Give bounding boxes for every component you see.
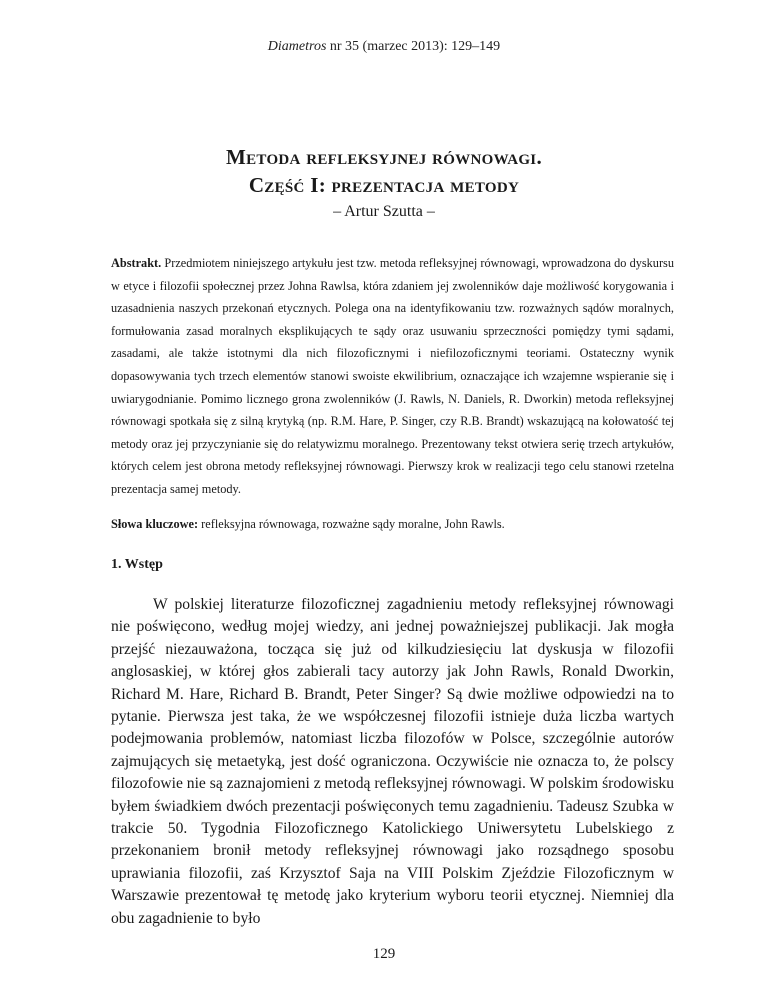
journal-name: Diametros bbox=[267, 39, 327, 54]
body-text bbox=[111, 594, 674, 930]
abstract-text: Przedmiotem niniejszego artykułu jest tzw. metoda refleksyjnej równowagi, wprowadzona do dyskursu w etyce i filozofii społecznej przez Johna Rawlsa, która zdaniem jej zwolenników daje możliwość korygowania i uzasadnienia naszych przekonań etycznych. Polega ona na identyfikowaniu tzw. rozważnych sądów moralnych, formułowania zasad moralnych eksplikujących te sądy oraz usuwaniu sprzeczności pomiędzy tymi sądami, zasadami, ale także istotnymi dla nich filozoficznymi i niefilozoficznymi teoriami. Ostateczny wynik dopasowywania tych trzech elementów stanowi swoiste ekwilibrium, oznaczające ich wzajemne wspieranie się i uwiarygodnianie. Pomimo licznego grona zwolenników (J. Rawls, N. Daniels, R. Dworkin) metoda refleksyjnej równowagi spotkała się z silną krytyką (np. R.M. Hare, P. Singer, czy R.B. Brandt) wskazującą na kołowatość tej metody oraz jej przyczynianie się do relatywizmu moralnego. Prezentowany tekst otwiera serię trzech artykułów, których celem jest obrona metody refleksyjnej równowagi. Pierwszy krok w realizacji tego celu stanowi rzetelna prezentacja samej metody. bbox=[111, 256, 674, 496]
page-number: 129 bbox=[372, 946, 396, 962]
keywords-text: refleksyjna równowaga, rozważne sądy moralne, John Rawls. bbox=[198, 517, 505, 531]
abstract-label: Abstrakt. bbox=[111, 256, 162, 270]
keywords bbox=[111, 516, 674, 532]
title-line-2: Część I: prezentacja metody bbox=[248, 173, 520, 197]
abstract bbox=[111, 252, 674, 501]
title-line-1: Metoda refleksyjnej równowagi. bbox=[225, 145, 542, 169]
paragraph: W polskiej literaturze filozoficznej zagadnieniu metody refleksyjnej równowagi nie poświęcono, według mojej wiedzy, ani jednej poważniejszej publikacji. Jak mogła przejść niezauważona, tocząca się już od kilkudziesięciu lat dyskusja w filozofii anglosaskiej, w której głos zabierali tacy autorzy jak John Rawls, Ronald Dworkin, Richard M. Hare, Richard B. Brandt, Peter Singer? Są dwie możliwe odpowiedzi na to pytanie. Pierwsza jest taka, że we współczesnej filozofii istnieje duża liczba wartych podejmowania problemów, natomiast liczba filozofów w Polsce, szczególnie autorów zajmujących się metaetyką, jest dość ograniczona. Oczywiście nie oznacza to, że polscy filozofowie nie są zaznajomieni z metodą refleksyjnej równowagi. W polskim środowisku byłem świadkiem dwóch prezentacji poświęconych temu zagadnieniu. Tadeusz Szubka w trakcie 50. Tygodnia Filozoficznego Katolickiego Uniwersytetu Lubelskiego z przekonaniem bronił metody refleksyjnej równowagi jako rozsądnego sposobu uprawiania filozofii, zaś Krzysztof Saja na VIII Polskim Zjeździe Filozoficznym w Warszawie prezentował tę metodę jako kryterium wyboru teorii etycznej. Niemniej dla obu zagadnienie to było bbox=[111, 596, 674, 927]
author-name: – Artur Szutta – bbox=[333, 203, 435, 220]
keywords-label: Słowa kluczowe: bbox=[111, 517, 199, 531]
section-heading: 1. Wstęp bbox=[111, 557, 163, 572]
running-header bbox=[0, 39, 768, 55]
article-title bbox=[0, 143, 768, 199]
issue-info: nr 35 (marzec 2013): 129–149 bbox=[326, 39, 501, 54]
